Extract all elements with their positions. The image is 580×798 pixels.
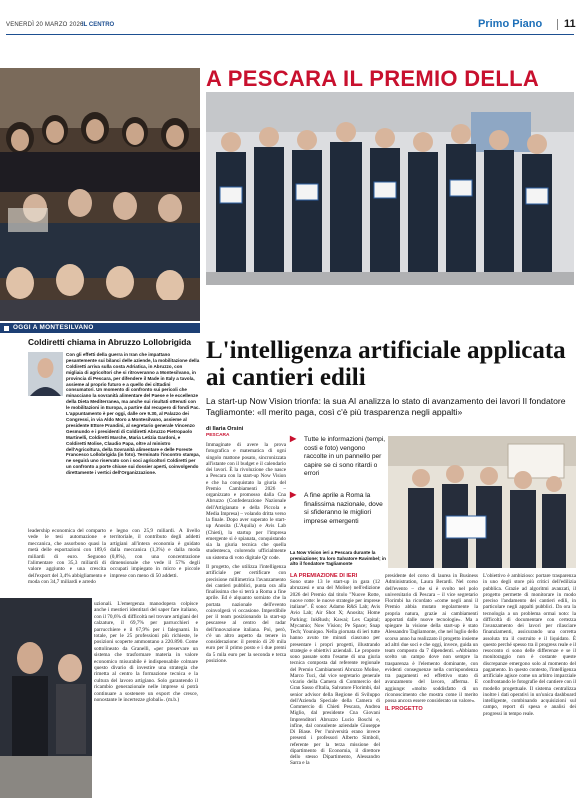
main-column-4 <box>385 573 478 712</box>
portrait-illustration <box>28 352 63 396</box>
now-vision-team-photo <box>388 436 576 568</box>
left-column-3: uzionali. L'emergenza manodopera colpisce anche i mestieri identitari del saper fare italiano, con il 70,6% di difficoltà nel trovare artigiani del calzature, il 69,7% per parrucchieri e parrucchiere e il 67,9% per i falegnami. In totale, per le 25 professioni più richieste, le posizioni scoperte ammontano a 220.890. Come sottolineato da Granelli, «per preservare un sistema che trasformare materia in valore economico misurabile è indispensabile colmare questo divario di investire una strategia che rimetta al centro la formazione tecnica e la cultura del lavoro artigiano. Solo garantendo il ricambio generazionale nelle imprese si potrà continuare a sostenere un export che cresce, nonostante le incertezze globali». (m.b.) <box>94 601 198 704</box>
team-photo-caption: La Now Vision ieri a Pescara durante la premiazione; tra loro Salvatore Ravimbel; in alto il fondatore Tagliamonte <box>290 550 386 567</box>
kicker-square-icon <box>4 326 9 331</box>
header-rule <box>6 34 574 35</box>
pull-quote-2: A fine aprile a Roma la finalissima nazionale, dove si sfideranno le migliori imprese emergenti <box>304 492 383 525</box>
quote-marker-icon: ▶ <box>290 490 297 499</box>
newspaper-name: IL CENTRO <box>82 22 115 28</box>
column-4-text: presidente del corso di laurea in Business Administration, Laura Berardi. Nel corso dell'evento – che si è svolto nel polo universitario di Pescara – il vice segretario Florimbi ha ricordato «come negli anni il Premio abbia mutato regolarmente la propria natura, grazie ai cambiamenti apportati dalle nuove tecnologie». Ma a spiegare la visione della start-up è stato Alessandro Tagliamonte, che nel luglio dello scorso anno ha realizzato il progetto insieme ad altri due soci e che oggi, invece, guida un team composto da 7 dipendenti. «Abbiamo scelto un campo dove non sempre la trasparenza è l'elemento dominante, con evidenti conseguenze nella corrispondenza tra pagamenti ed effettivo stato di avanzamento del lavoro, afferma. E aggiunge: «molto soddisfatto di un riconoscimento che mostra come il merito possa ancora essere considerato un valore». <box>385 573 478 704</box>
kicker-label: OGGI A MONTESILVANO <box>13 324 94 331</box>
minister-portrait-photo <box>28 352 63 396</box>
speaker-photo <box>0 598 92 798</box>
header-separator <box>557 19 558 30</box>
progetto-subheading: IL PROGETTO <box>385 706 423 713</box>
team-illustration <box>388 436 576 568</box>
byline: di Ilaria Orsini <box>206 426 244 432</box>
award-group-photo <box>206 92 574 285</box>
main-column-3 <box>290 573 380 767</box>
speaker-illustration <box>0 598 92 798</box>
left-column-2: e legno con 25,9 miliardi. A livello territoriale, il contributo degli addetti artigiani all'intera economia è guidato dalla meccanica (1,3%) e dalla moda (0,8%), con una concentrazione dimensionale che vede il 57% degli occupati impiegato in micro e piccole imprese con meno di 50 addetti. <box>110 528 200 579</box>
premiazione-subheading: LA PREMIAZIONE DI IERI <box>290 573 358 579</box>
section-name: Primo Piano <box>478 18 543 30</box>
issue-date: VENERDÌ 20 MARZO 2026 <box>6 22 84 28</box>
main-article-subtitle: La start-up Now Vision trionfa: la sua AI analizza lo stato di avanzamento dei lavori Il fondatore Tagliamonte: «Il merito paga, così c'è più trasparenza negli appalti» <box>206 396 566 417</box>
main-column-2: Il progetto, che utilizza l'intelligenza artificiale per certificare con precisione millimetrica l'avanzamento dei cantieri pubblici, punta ora alla finalissima che si terrà a Roma a fine aprile. Ed è alquanto sorniato che la portata nazionale dell'evento coinvolgerà vi occasione. Imperdibile per il team posizionando la start-up pescarese al centro del radar dell'innovazione italiana. Poi, però, c'è un altro aspetto da tenere in considerazione: il premio di 20 mila euro per il primo posto e i due premi da 5 mila euro per la seconda e terza posizione. <box>206 564 286 664</box>
coldiretti-article-title: Coldiretti chiama in Abruzzo Lollobrigida <box>28 337 192 347</box>
pull-quote-1: Tutte le informazioni (tempi, costi e foto) vengono raccolte in un pannello per capire se ci sono ritardi o errori <box>304 436 386 478</box>
dateline-city: PESCARA <box>206 433 230 438</box>
coldiretti-audience-photo <box>0 68 200 321</box>
main-column-5: L'obiettivo è ambizioso: portare trasparenza in uno degli store più critici dell'edilizia pubblica. Grazie ad algoritmi avanzati, il progetto permette di monitorare in modo preciso l'andamento dei cantieri edili, in particolare negli appalti pubblici. Da ora la tecnologia a un problema ormai noto: la difficoltà di documentare con certezza l'avanzamento dei lavori per rilasciare finanziamenti, assicurando una corretta assoluta tra il costruito e il liquidato. È questo perché spesso tra il progress reale e il resoconto ci sono delle differenze e se il monitoraggio non è costante queste discrepanze emergono solo al momento del pagamento. In questo contesto, l'intelligenza artificiale agisce come un arbitro imparziale confrontando le fotografie del cantiere con il modello progettuale. Il sistema centralizza inoltre i dati operativi in un'unica dashboard intelligente, combinando acquisizioni sul campo, report di spesa e analisi dei progressi in tempo reale. <box>483 573 576 717</box>
section-banner-headline: A PESCARA IL PREMIO DELLA <box>206 66 539 91</box>
quote-marker-icon: ▶ <box>290 434 297 443</box>
main-article-title: L'intelligenza artificiale applicata ai cantieri edili <box>206 337 566 391</box>
group-illustration <box>206 92 574 285</box>
premiazione-text: Sono state 13 le start-up in gara (12 abruzzesi e una del Molise) nell'edizione 2026 del Premio dal titolo "Nuove Rotte, nuove rotte: le nuove strategie per imprese italiane". È sono: Adamo R&S Lab; Avis Avio Lab; Air Shot X; Anosita; Home Parking; InkRush; Kawai; Lex Capital; Mycamio; Now Vision; Pe Space; Snap Tech; Youniquo. Nella giornata di ieri tutte hanno avuto tre minuti ciascuno per presentare i propri progetti, illustrando strategie e obiettivi aziendali. Le proposte sono passate sotto l'esame di una giuria tecnica composta dal referente regionale del Premio Cambiamenti Abruzzo Molise, Marco Tuci, dal vice segretario generale vicario della Camera di Commercio del Gran Sasso d'Italia, Salvatore Florimbi, dal senior advisor della Regione di Sviluppo dell'Azienda Speciale della Camera di Commercio di Chieti Pescara, Andrea Miglio, dal presidente Cna Giovani Imprenditori Abruzzo Lucio Boschi e, infine, dal consulente aziendale Giuseppe Di Biase. Per l'università erano invece presenti i professori Alberto Simboli, referente per la terza missione del dipartimento di Economia, il direttore dello stesso Dipartimento, Alessandro Sarra e la <box>290 579 380 767</box>
left-column-1: leadership economica del comparto vede le tesi automazione e meccanica, che assorbono quasi la metà delle esportazioni con 189,6 miliardi di euro. Seguono l'alimentare con 35,3 miliardi di valore aggiunto e una crescita dell'export del 3,4% abbigliamento e moda con 34,7 miliardi e arredo <box>28 528 106 586</box>
main-column-1: Immaginate di avere la prova fotografica e matematica di ogni singolo mattone posato, sincronizzata all'istante con il budget e il calendario dei lavori. È la rivoluzione che nasce a Pescara con la start-up Now Vision e che ha conquistato la giuria del Premio Cambiamenti 2026 – organizzato e promosso dalla Cna Abruzzo (Confederazione Nazionale dell'Artigianato e della Piccola e Media Impresa) – volando dritta verso la finale. Dopo aver superato le start-up Anosita (L'Aquila) e Avis Lab (Chieti), la startup per l'impresa emergente si è spianata, conquistando sia la giuria tecnica che quella studentesca, colorendo ufficialmente un sistema di voto digitale Qr code. <box>206 442 286 561</box>
page-number: 11 <box>564 18 576 30</box>
audience-illustration <box>0 68 200 321</box>
coldiretti-article-lead: Con gli effetti della guerra in Iran che impattano pesantemente sui bilanci delle aziende, la mobilitazione della Coldiretti arriva sulla costa Adriatica, in Abruzzo, con migliaia di agricoltori che si ritroveranno a Montesilvano, in provincia di Pescara, per difendere il Made in Italy a tavola, assieme al proprio futuro e a quello dei cittadini consumatori. Un momento di confronto sui pericoli che minacciano la sovranità alimentare del Paese e le eccellenze della Dieta Mediterranea, ma anche sui risultati ottenuti con le mobilitazioni in Europa, a partire dal recupero di fondi Pac. L'appuntamento è per oggi, dalle ore 9.30, al Palazzo dei Congressi, in via Aldo Moro a Montesilvano, assieme al presidente Ettore Prandini, al segretario generale Vincenzo Gesmundo e i presidenti di Coldiretti Abruzzo Pietropaolo Martinelli, Coldiretti Marche, Maria Letizia Gardoni, e Coldiretti Molise, Claudio Papa, oltre al ministro dell'Agricoltura, della Sovranità alimentare e delle Foreste Francesco Lollobrigida (in foto). Terminato l'incontro stampa, ne seguirà uno riservato con i soci agricoltori Coldiretti per un confronto a porte chiuse sui dossier aperti, coinvolgendo direttamente i vertici dell'Organizzazione. <box>66 352 200 476</box>
